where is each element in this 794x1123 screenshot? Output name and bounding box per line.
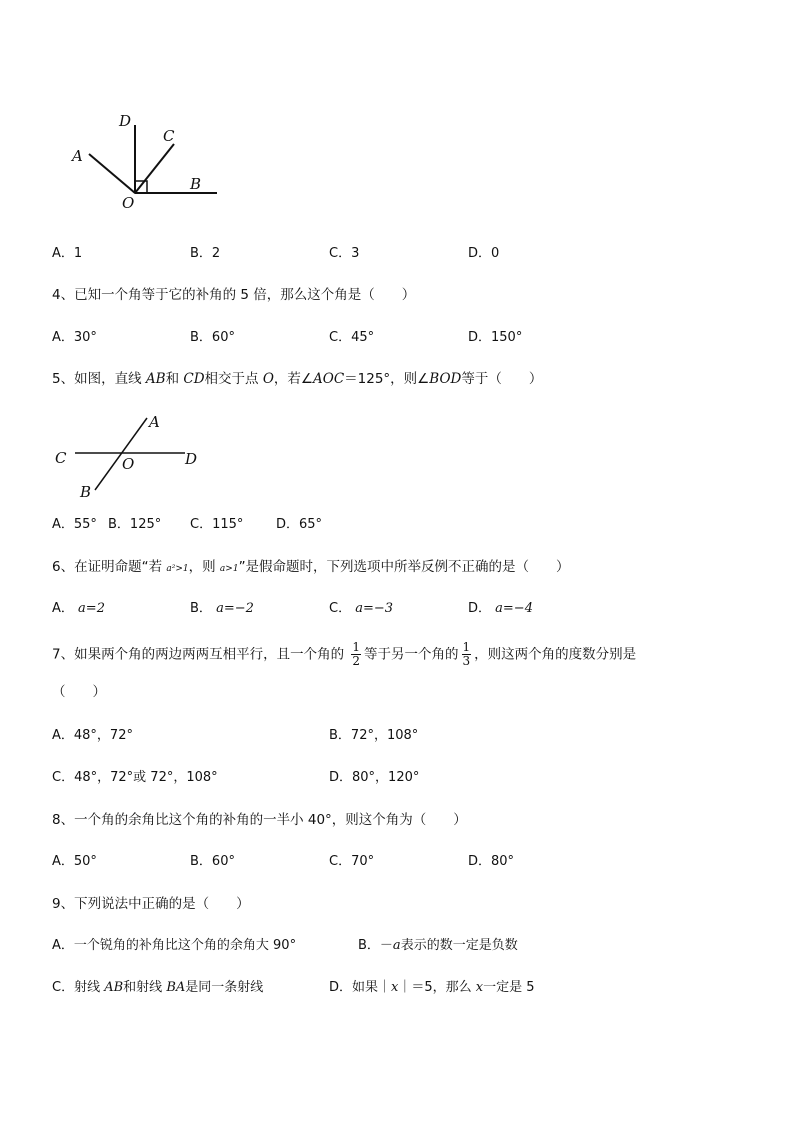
label-C: C [55,449,67,467]
q6-option-d [468,597,533,616]
q8-option-b: B．60° [190,854,235,869]
q9-stem: 9、下列说法中正确的是（ ） [52,896,250,912]
q4-option-d: D．150° [468,330,523,345]
q5-option-b: B．125° [108,517,162,532]
q7-text-1: 7、如果两个角的两边两两互相平行，且一个角的 [52,646,349,663]
q4-option-c: C．45° [329,330,375,345]
fraction-one-third [462,641,472,668]
q6-option-b [190,597,254,616]
q6-option-b-prefix: B． [190,601,212,616]
q9-option-b [358,934,518,953]
label-O: O [122,455,135,473]
q7-option-b: B．72°，108° [329,728,419,743]
q9-option-d [329,976,535,995]
q9-option-d-text-1: D．如果｜ [329,980,392,995]
q7-option-c: C．48°，72°或 72°，108° [52,770,218,785]
q7-option-d: D．80°，120° [329,770,420,785]
q6-condition-2: a>1 [219,564,239,574]
q6-text-3: ”是假命题时，下列选项中所举反例不正确的是（ ） [238,559,570,575]
q5-var-o: O [262,371,274,387]
q5-var-ab: AB [145,371,166,387]
q6-stem [52,555,570,575]
q7-text-3: ，则这两个角的度数分别是 [474,646,637,663]
q4-option-b: B．60° [190,330,235,345]
q3-option-c: C．3 [329,246,360,261]
q6-option-d-prefix: D． [468,601,492,616]
q5-option-d: D．65° [276,517,323,532]
q6-text-1: 6、在证明命题“若 [52,559,167,575]
q9-option-c-var-ba: BA [166,980,186,995]
label-B: B [190,175,202,193]
q5-text-2: 和 [165,371,184,387]
q7-option-a: A．48°，72° [52,728,133,743]
q6-option-b-expr: a=−2 [216,601,254,616]
q9-option-b-var: a [392,938,401,953]
label-B: B [80,483,92,501]
q9-option-d-text-3: 一定是 5 [483,980,535,995]
q6-option-c [329,597,393,616]
q9-option-c-var-ab: AB [104,980,124,995]
fraction-numerator: 1 [352,640,361,654]
q5-option-c: C．115° [190,517,244,532]
q9-option-c-text-2: 和射线 [123,980,167,995]
q5-var-bod: BOD [429,371,462,387]
q6-option-a [52,597,105,616]
q5-text-5: ＝125°，则∠ [344,371,430,387]
q5-text-3: 相交于点 [204,371,263,387]
q4-option-a: A．30° [52,330,97,345]
ray-OA [89,154,135,193]
q5-stem [52,367,542,387]
fraction-one-half [351,641,361,668]
q6-option-c-prefix: C． [329,601,352,616]
q9-option-b-text-2: 表示的数一定是负数 [400,938,518,953]
q6-condition-1: a²>1 [166,564,189,574]
q6-option-a-prefix: A． [52,601,74,616]
fraction-denominator: 3 [462,654,471,668]
q6-option-c-expr: a=−3 [355,601,394,616]
label-D: D [185,450,198,468]
label-A: A [72,147,83,165]
q7-answer-blank: （ ） [52,684,106,700]
q4-stem: 4、已知一个角等于它的补角的 5 倍，那么这个角是（ ） [52,287,416,303]
q7-stem [52,641,636,668]
q9-option-d-var-x2: x [475,980,484,995]
q3-option-b: B．2 [190,246,221,261]
q3-option-a: A．1 [52,246,83,261]
figure-intersecting-lines [50,408,210,503]
q7-text-2: 等于另一个角的 [364,646,459,663]
q9-option-c [52,976,263,995]
q6-option-d-expr: a=−4 [495,601,533,616]
q8-stem: 8、一个角的余角比这个角的补角的一半小 40°，则这个角为（ ） [52,812,467,828]
q9-option-a: A．一个锐角的补角比这个角的余角大 90° [52,938,297,953]
q6-option-a-expr: a=2 [78,601,105,616]
q9-option-c-text-1: C．射线 [52,980,105,995]
q5-text-6: 等于（ ） [461,371,543,387]
q8-option-a: A．50° [52,854,97,869]
line-AB [95,418,147,490]
q3-option-d: D．0 [468,246,500,261]
q5-option-a: A．55° [52,517,97,532]
ray-OC [135,144,174,193]
q5-text-1: 5、如图，直线 [52,371,146,387]
figure-angles-1 [60,105,230,215]
label-C: C [163,127,175,145]
fraction-denominator: 2 [352,654,361,668]
label-O: O [122,194,135,212]
label-D: D [119,112,132,130]
q5-var-cd: CD [183,371,205,387]
fraction-numerator: 1 [462,640,471,654]
q9-option-d-var-x: x [391,980,399,995]
q5-var-aoc: AOC [313,371,345,387]
q6-text-2: ，则 [188,559,220,575]
q9-option-b-text-1: B．－ [358,938,393,953]
q5-text-4: ，若∠ [273,371,313,387]
label-A: A [149,413,160,431]
q9-option-d-text-2: ｜＝5，那么 [398,980,476,995]
q8-option-c: C．70° [329,854,375,869]
q9-option-c-text-3: 是同一条射线 [185,980,264,995]
q8-option-d: D．80° [468,854,515,869]
